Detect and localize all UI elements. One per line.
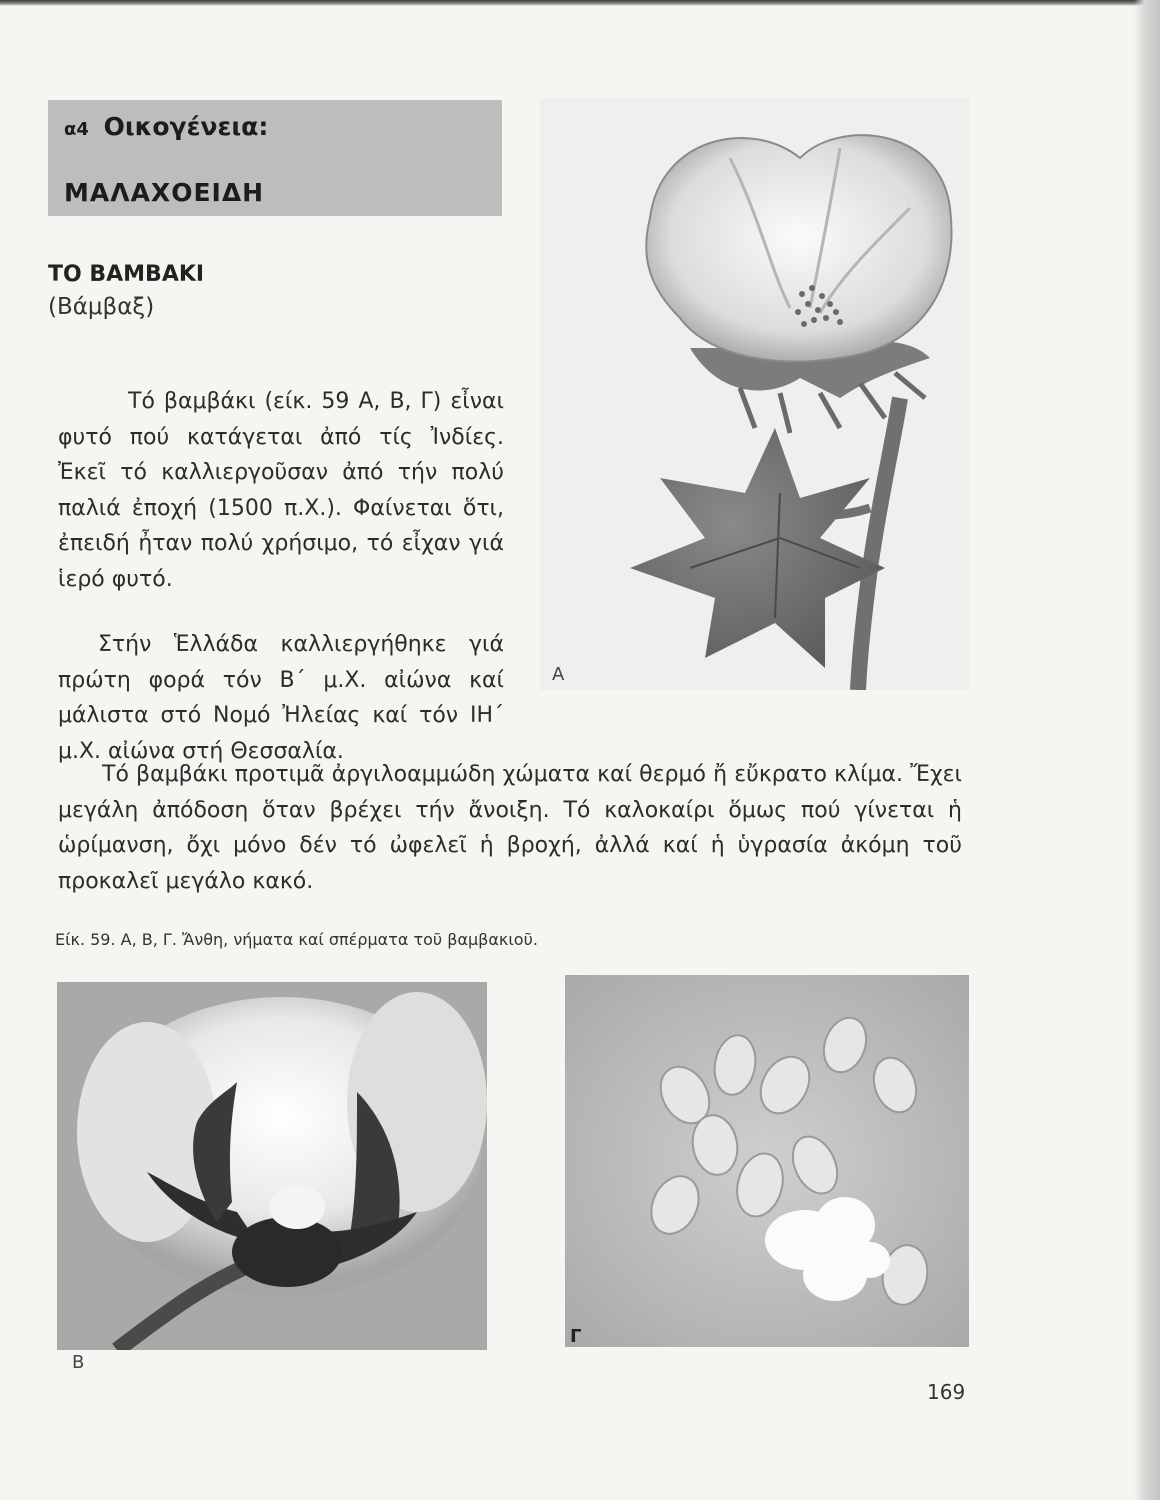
article-subtitle: (Βάμβαξ) [48,294,155,320]
figure-a-label: Α [552,664,565,685]
page-gutter-shadow [1134,0,1160,1500]
article-title: ΤΟ ΒΑΜΒΑΚΙ [48,262,205,287]
figure-a-cotton-flower [540,98,970,690]
family-name: ΜΑΛΑΧΟΕΙΔΗ [64,178,265,207]
family-label: Οικογένεια: [103,112,269,141]
cotton-flower-illustration [540,98,970,690]
page-number: 169 [927,1380,966,1404]
page-top-edge [0,0,1160,6]
figure-c-cotton-seeds [565,975,969,1347]
cotton-seeds-photo [565,975,969,1347]
figure-b-cotton-boll [57,982,487,1350]
cotton-boll-photo [57,982,487,1350]
paragraph-climate: Τό βαμβάκι προτιμᾶ ἀργιλοαμμώδη χώματα καί θερμό ἤ εὔκρατο κλίμα. Ἔχει μεγάλη ἀπόδοση ὅταν βρέχει τήν ἄνοιξη. Τό καλοκαίρι ὅμως πού γίνεται ἡ ὡρίμανση, ὄχι μόνο δέν τό ὠφελεῖ ἡ βροχή, ἀλλά καί ἡ ὑγρασία ἀκόμη τοῦ προκαλεῖ μεγάλο κακό. [58,762,962,894]
paragraph-greece: Στήν Ἑλλάδα καλλιεργήθηκε γιά πρώτη φορά τόν Β΄ μ.Χ. αἰώνα καί μάλιστα στό Νομό Ἠλείας καί τόν ΙΗ΄ μ.Χ. αἰώνα στή Θεσσαλία. [58,632,504,764]
paragraph-origin: Τό βαμβάκι (είκ. 59 Α, Β, Γ) εἶναι φυτό πού κατάγεται ἀπό τίς Ἰνδίες. Ἐκεῖ τό καλλιεργοῦσαν ἀπό τήν πολύ παλιά ἐποχή (1500 π.Χ.). Φαίνεται ὅτι, ἐπειδή ἦταν πολύ χρήσιμο, τό εἶχαν γιά ἱερό φυτό. [58,389,504,592]
figure-b-label: Β [72,1352,85,1373]
section-number: α4 [64,119,89,140]
figure-c-label: Γ [570,1326,582,1347]
family-header-line [64,112,268,141]
figure-caption: Είκ. 59. Α, Β, Γ. Ἄνθη, νήματα καί σπέρματα τοῦ βαμβακιοῦ. [55,930,538,949]
